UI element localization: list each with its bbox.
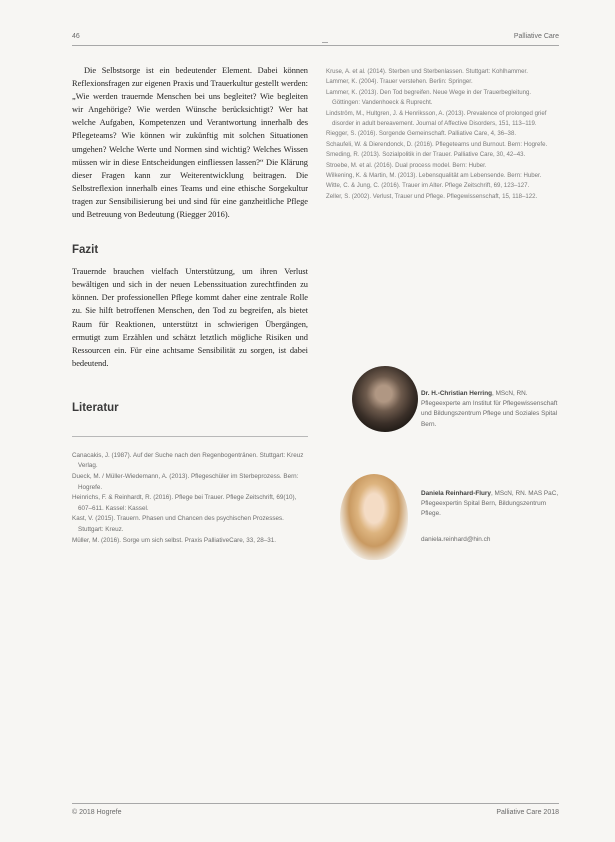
- left-column: [72, 64, 308, 546]
- reference-item: Kruse, A. et al. (2014). Sterben und Sterbenlassen. Stuttgart: Kohlhammer.: [326, 68, 528, 75]
- footer-copyright: © 2018 Hogrefe: [72, 809, 122, 816]
- author-credentials: , MScN, RN.: [492, 390, 528, 397]
- literatur-divider: [72, 436, 308, 437]
- reference-list-left: [72, 451, 308, 546]
- author-bio: [421, 489, 561, 520]
- body-paragraph: Die Selbstsorge ist ein bedeutender Element. Dabei können Reflexionsfragen zur eigenen Praxis und Trauerkultur gestellt werden: „Wie werden trauernde Menschen bei uns begleitet? Wie begleiten wir Angehörige? Wie werden Wünsche berücksichtigt? Wer hat welche Aufgaben, Kompetenzen und Verantwortung innerhalb des Pflegeteams? Wie können wir zukünftig mit solchen Situationen umgehen? Welche Werte und Normen sind wichtig? Welches Wissen müssen wir in diese Entscheidungen einfliessen lassen?“ Die Klärung dieser Fragen kann zur Weiterentwicklung beitragen. Die Selbstreflexion innerhalb eines Teams und eine ethische Sorgekultur tragen zur Sensibilisierung bei und sind für eine ganzheitliche Pflege und Betreuung von Bedeutung (Riegger 2016).: [72, 66, 308, 220]
- reference-item: Schaufeli, W. & Dierendonck, D. (2016). Pflegeteams und Burnout. Bern: Hogrefe.: [326, 140, 548, 148]
- reference-item: Heinrichs, F. & Reinhardt, R. (2016). Pflege bei Trauer. Pflege Zeitschrift, 69(10), 607–611. Kassel: Kassel.: [72, 494, 297, 512]
- reference-item: Zeller, S. (2002). Verlust, Trauer und Pflege. Pflegewissenschaft, 15, 118–122.: [326, 192, 538, 200]
- reference-item: Lindström, M., Hultgren, J. & Henriksson, A. (2013). Prevalence of prolonged grief disorder in adult bereavement. Journal of Affective Disorders, 151, 113–119.: [326, 109, 547, 128]
- reference-item: Wilkening, K. & Martin, M. (2013). Lebensqualität am Lebensende. Bern: Huber.: [326, 172, 542, 180]
- page-number: 46: [72, 33, 80, 40]
- author-photo: [352, 366, 418, 432]
- author-name: Daniela Reinhard-Flury: [421, 490, 491, 497]
- author-name: Dr. H.-Christian Herring: [421, 390, 493, 397]
- header-divider-mark: [322, 42, 328, 43]
- footer-divider: [72, 803, 559, 804]
- author-description: Pflegeexperte am Institut für Pflegewissenschaft und Bildungszentrum Pflege und Soziales Spital Bern.: [421, 400, 558, 428]
- reference-item: Canacakis, J. (1987). Auf der Suche nach den Regenbogentränen. Stuttgart: Kreuz Verlag.: [72, 451, 304, 470]
- reference-item: Smeding, R. (2013). Sozialpolitik in der Trauer. Palliative Care, 30, 42–43.: [326, 151, 526, 159]
- reference-item: Müller, M. (2016). Sorge um sich selbst. Praxis PalliativeCare, 33, 28–31.: [72, 536, 277, 544]
- fazit-heading: Fazit: [72, 244, 99, 257]
- reference-list-right: [326, 67, 558, 202]
- reference-item: Stroebe, M. et al. (2016). Dual process model. Bern: Huber.: [326, 161, 487, 169]
- author-photo: [340, 474, 408, 560]
- reference-item: Riegger, S. (2016). Sorgende Gemeinschaft. Palliative Care, 4, 36–38.: [326, 130, 517, 138]
- reference-item: Witte, C. & Jung, C. (2016). Trauer im Alter. Pflege Zeitschrift, 69, 123–127.: [326, 182, 530, 190]
- author-credentials: , MScN, RN.: [490, 490, 527, 497]
- reference-item: Dueck, M. / Müller-Wiedemann, A. (2013). Pflegeschüler im Sterbeprozess. Bern: Hogrefe.: [72, 473, 299, 491]
- reference-item: Lammer, K. (2004). Trauer verstehen. Berlin: Springer.: [326, 78, 473, 86]
- author-contact: daniela.reinhard@hin.ch: [421, 536, 491, 543]
- footer-issue: Palliative Care 2018: [496, 809, 559, 816]
- running-header: Palliative Care: [513, 33, 559, 40]
- author-bio: [421, 389, 561, 430]
- reference-item: Lammer, K. (2013). Den Tod begreifen. Neue Wege in der Trauerbegleitung. Göttingen: Vandenhoeck & Ruprecht.: [326, 88, 532, 107]
- reference-item: Kast, V. (2015). Trauern. Phasen und Chancen des psychischen Prozesses. Stuttgart: Kreuz.: [72, 515, 284, 534]
- header-divider: [72, 45, 559, 46]
- author-description: MAS PaC, Pflegeexpertin Spital Bern, Bildungszentrum Pflege.: [421, 490, 559, 518]
- literatur-heading: Literatur: [72, 401, 119, 414]
- fazit-paragraph: Trauernde brauchen vielfach Unterstützung, um ihren Verlust bewältigen und sich in der neuen Lebenssituation zurechtfinden zu können. Der professionellen Pflege kommt daher eine zentrale Rolle zu. Sie hilft betroffenen Menschen, den Tod zu begreifen, als bietet Raum für Reaktionen, unterstützt in schwierigen Übergängen, ermutigt zum Erzählen und schätzt letztlich mögliche Risiken und Ressourcen ein. Für eine achtsame Sensibilität zu sorgen, ist dabei bedeutend.: [72, 267, 308, 368]
